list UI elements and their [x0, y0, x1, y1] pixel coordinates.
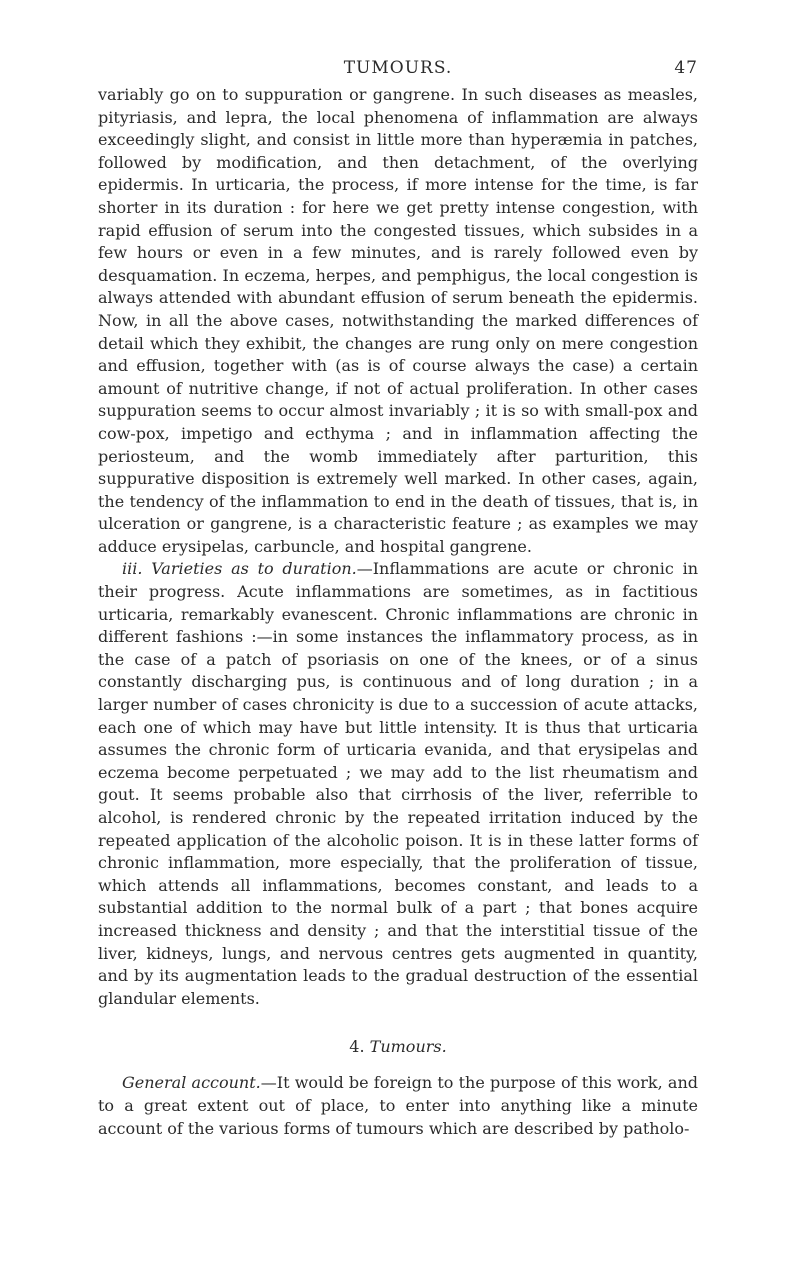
- paragraph-varieties-duration: [98, 558, 698, 1010]
- section-heading-tumours: [98, 1036, 698, 1058]
- paragraph-lead-general: General account.: [122, 1073, 261, 1093]
- paragraph-general-account: [98, 1072, 698, 1140]
- paragraph-continued: variably go on to suppuration or gangrene. In such diseases as measles, pityriasis, and lepra, the local phenomena of inflammation are always exceedingly slight, and consist in little more than hyperæmia in patches, followed by modification, and then detachment, of the overlying epidermis. In urticaria, the process, if more intense for the time, is far shorter in its duration : for here we get pretty intense congestion, with rapid effusion of serum into the congested tissues, which subsides in a few hours or even in a few minutes, and is rarely followed even by desquamation. In eczema, herpes, and pemphigus, the local congestion is always attended with abundant effusion of serum beneath the epidermis. Now, in all the above cases, notwithstanding the marked differences of detail which they exhibit, the changes are rung only on mere congestion and effusion, together with (as is of course always the case) a certain amount of nutritive change, if not of actual proliferation. In other cases suppuration seems to occur almost invariably ; it is so with small-pox and cow-pox, impetigo and ecthyma ; and in inflammation affecting the periosteum, and the womb immediately after parturition, this suppurative disposition is extremely well marked. In other cases, again, the tendency of the inflammation to end in the death of tissues, that is, in ulceration or gangrene, is a characteristic feature ; as examples we may adduce erysipelas, carbuncle, and hospital gangrene.: [98, 85, 698, 556]
- section-title: Tumours.: [369, 1037, 447, 1057]
- page-number: 47: [674, 58, 698, 78]
- paragraph-lead-varieties: iii. Varieties as to duration.: [122, 559, 357, 579]
- running-head: [98, 58, 698, 84]
- paragraph-body-general: —It would be foreign to the purpose of this work, and to a great extent out of place, to enter into anything like a minute account of the various forms of tumours which are described by patholo-: [98, 1073, 698, 1138]
- running-title: TUMOURS.: [343, 58, 453, 78]
- paragraph-body-varieties: —Inflammations are acute or chronic in their progress. Acute inflammations are sometimes, as in factitious urticaria, remarkably evanescent. Chronic inflammations are chronic in different fashions :—in some instances the inflammatory process, as in the case of a patch of psoriasis on one of the knees, or of a sinus constantly discharging pus, is continuous and of long duration ; in a larger number of cases chronicity is due to a succession of acute attacks, each one of which may have but little intensity. It is thus that urticaria assumes the chronic form of urticaria evanida, and that erysipelas and eczema become perpetuated ; we may add to the list rheumatism and gout. It seems probable also that cirrhosis of the liver, referrible to alcohol, is rendered chronic by the repeated irritation induced by the repeated application of the alcoholic poison. It is in these latter forms of chronic inflammation, more especially, that the proliferation of tissue, which attends all inflammations, becomes constant, and leads to a substantial addition to the normal bulk of a part ; that bones acquire increased thickness and density ; and that the interstitial tissue of the liver, kidneys, lungs, and nervous centres gets augmented in quantity, and by its augmentation leads to the gradual destruction of the essential glandular elements.: [98, 559, 698, 1008]
- section-number: 4.: [349, 1037, 365, 1057]
- book-page: [98, 58, 698, 1140]
